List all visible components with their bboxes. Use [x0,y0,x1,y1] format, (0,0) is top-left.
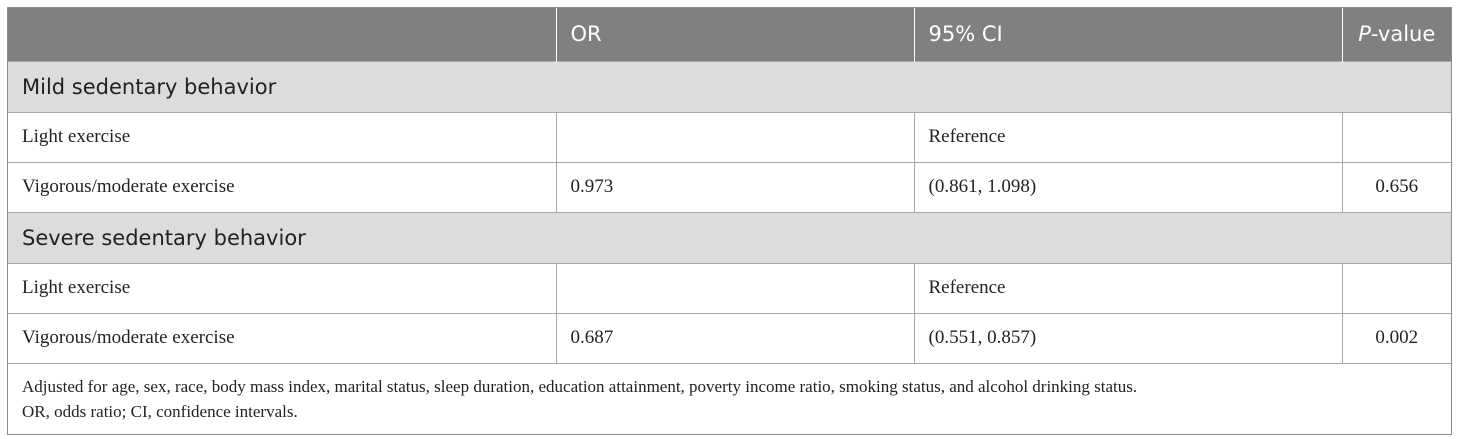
header-p-suffix: -value [1370,22,1436,47]
cell-p [1342,263,1451,313]
results-table [8,8,1451,434]
header-row [8,8,1451,61]
cell-or: 0.687 [556,313,914,363]
group-label: Mild sedentary behavior [8,61,1451,112]
header-or: OR [556,8,914,61]
group-row-mild [8,61,1451,112]
table-row [8,263,1451,313]
cell-ci: Reference [914,112,1342,162]
cell-p: 0.002 [1342,313,1451,363]
cell-exercise: Light exercise [8,263,556,313]
header-p-italic: P [1358,22,1371,47]
header-p-value [1342,8,1451,61]
table-row [8,112,1451,162]
cell-ci: (0.551, 0.857) [914,313,1342,363]
group-label: Severe sedentary behavior [8,212,1451,263]
cell-ci: (0.861, 1.098) [914,162,1342,212]
results-table-container [7,7,1452,435]
cell-exercise: Light exercise [8,112,556,162]
cell-exercise: Vigorous/moderate exercise [8,313,556,363]
footnote-abbreviations: OR, odds ratio; CI, confidence intervals. [22,401,298,421]
table-row [8,162,1451,212]
cell-p [1342,112,1451,162]
cell-exercise: Vigorous/moderate exercise [8,162,556,212]
cell-p: 0.656 [1342,162,1451,212]
cell-ci: Reference [914,263,1342,313]
cell-or [556,263,914,313]
cell-or: 0.973 [556,162,914,212]
cell-or [556,112,914,162]
footnote-cell [8,363,1451,434]
header-exposure [8,8,556,61]
group-row-severe [8,212,1451,263]
table-row [8,313,1451,363]
header-ci: 95% CI [914,8,1342,61]
footnote-adjustment: Adjusted for age, sex, race, body mass index, marital status, sleep duration, education attainment, poverty income ratio, smoking status, and alcohol drinking status. [22,376,1138,396]
footnote-row [8,363,1451,434]
